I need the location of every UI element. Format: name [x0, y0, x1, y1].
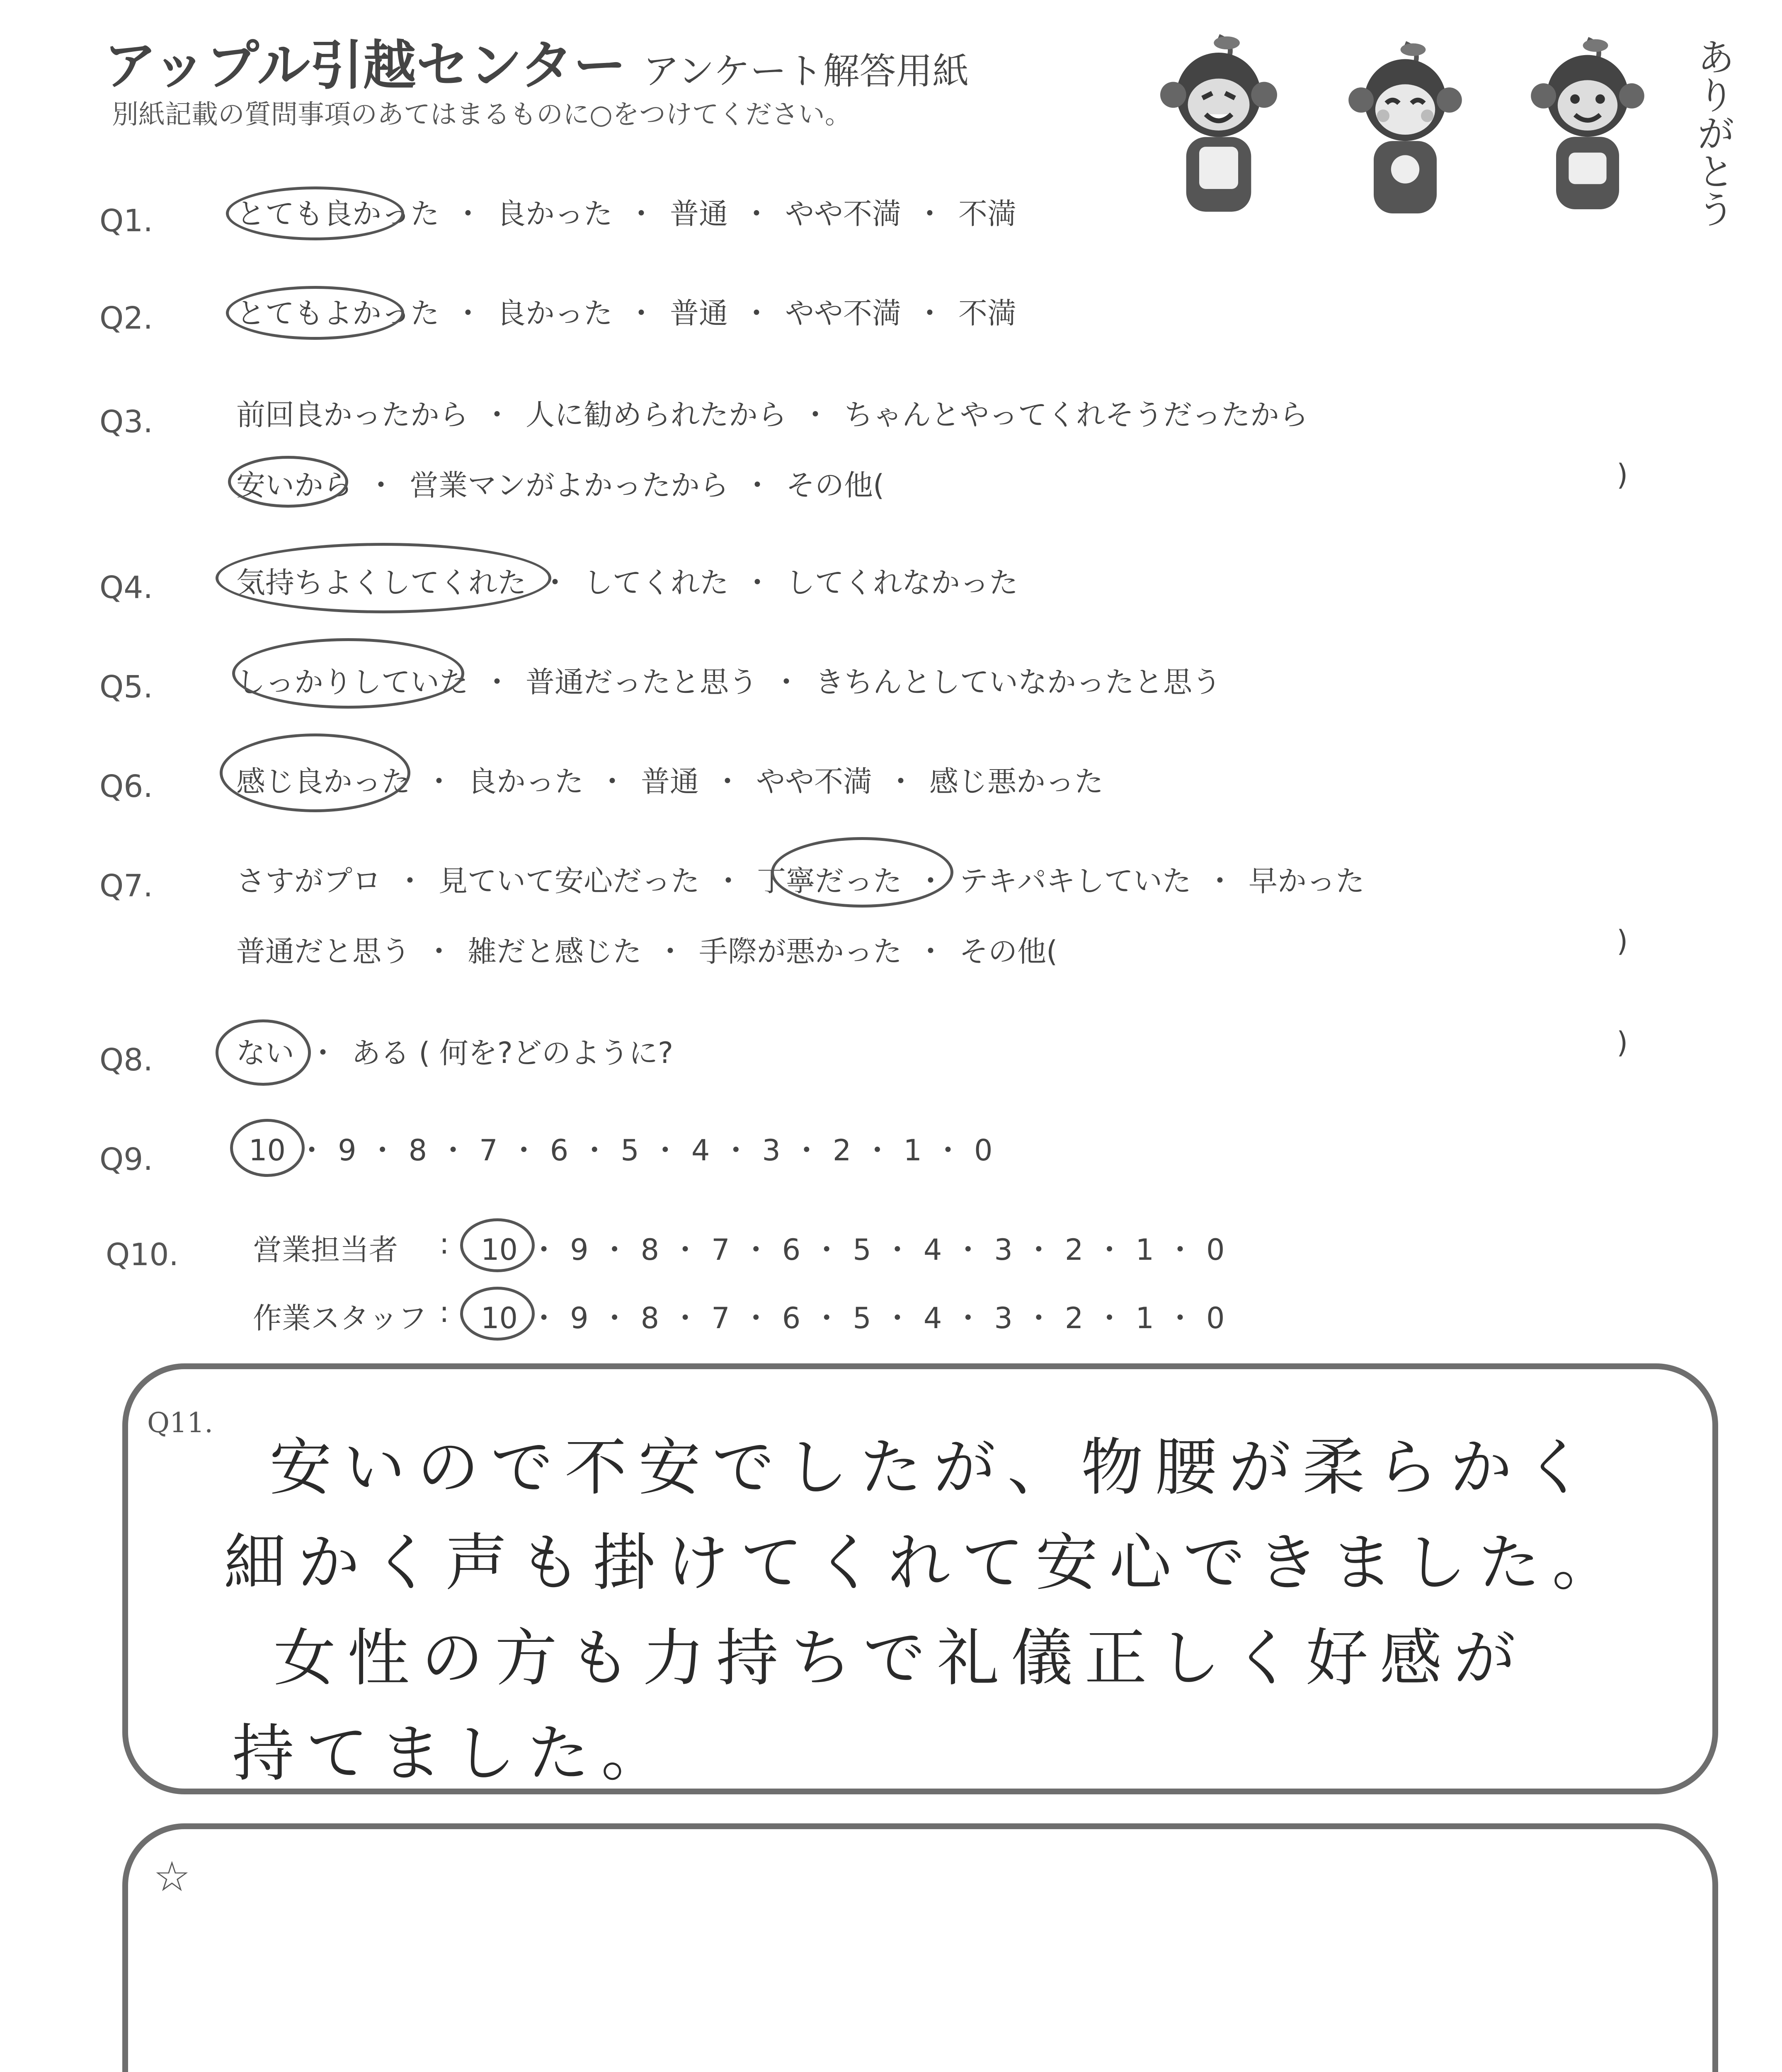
- scale-option[interactable]: 6: [782, 1233, 801, 1267]
- option[interactable]: きちんとしていなかったと思う: [815, 665, 1221, 699]
- form-subtitle: アンケート解答用紙: [642, 50, 969, 92]
- monkey-mascot-icon: [1509, 33, 1666, 228]
- option[interactable]: 良かった: [497, 296, 613, 330]
- q6-label: Q6.: [99, 769, 153, 804]
- scale-option[interactable]: 8: [640, 1233, 659, 1267]
- close-paren: ): [1617, 924, 1628, 958]
- q11-comment-line: 持てました。: [232, 1718, 675, 1790]
- option[interactable]: してくれた: [584, 566, 729, 600]
- selection-circle: [232, 638, 464, 709]
- scale-option[interactable]: 0: [1206, 1301, 1225, 1335]
- option[interactable]: ちゃんとやってくれそうだったから: [844, 398, 1308, 432]
- q7-label: Q7.: [99, 868, 153, 904]
- option[interactable]: 人に勧められたから: [526, 398, 787, 432]
- q10-sales-scale: 10 ・ 9 ・ 8 ・ 7 ・ 6 ・ 5 ・ 4 ・ 3 ・ 2 ・ 1 ・ 0: [481, 1233, 1225, 1267]
- option[interactable]: テキパキしていた: [959, 864, 1191, 898]
- q10-label: Q10.: [106, 1237, 179, 1273]
- q10-staff-scale: 10 ・ 9 ・ 8 ・ 7 ・ 6 ・ 5 ・ 4 ・ 3 ・ 2 ・ 1 ・ 0: [481, 1301, 1225, 1335]
- scale-option[interactable]: 9: [338, 1133, 356, 1167]
- option[interactable]: やや不満: [785, 296, 901, 330]
- option[interactable]: 普通だと思う: [236, 934, 410, 968]
- instruction-text: 別紙記載の質問事項のあてはまるものに○をつけてください。: [112, 99, 851, 130]
- option[interactable]: 安いから: [236, 468, 352, 502]
- selection-circle: [226, 186, 404, 240]
- option[interactable]: ある ( 何を?どのように?: [352, 1036, 674, 1070]
- option[interactable]: しっかりしていた: [236, 665, 468, 699]
- free-comment-box[interactable]: [122, 1823, 1718, 2072]
- q8-label: Q8.: [99, 1042, 153, 1078]
- scale-option[interactable]: 10: [481, 1233, 518, 1267]
- q11-comment-line: 細かく声も掛けてくれて安心できました。: [224, 1527, 1626, 1599]
- monkey-mascot-icon: [1136, 33, 1302, 228]
- option[interactable]: 普通: [641, 765, 699, 799]
- scale-option[interactable]: 4: [691, 1133, 710, 1167]
- scale-option[interactable]: 10: [249, 1133, 286, 1167]
- scale-option[interactable]: 1: [1135, 1301, 1154, 1335]
- q3-label: Q3.: [99, 404, 153, 440]
- q3-options-line1: 前回良かったから ・ 人に勧められたから ・ ちゃんとやってくれそうだったから: [236, 398, 1308, 432]
- selection-circle: [230, 1119, 305, 1177]
- selection-circle: [460, 1218, 535, 1272]
- colon: :: [439, 1295, 449, 1329]
- selection-circle: [771, 837, 953, 908]
- option[interactable]: さすがプロ: [236, 864, 381, 898]
- option[interactable]: 不満: [958, 296, 1016, 330]
- close-paren: ): [1617, 1026, 1628, 1060]
- scale-option[interactable]: 8: [640, 1301, 659, 1335]
- q7-options-line2: 普通だと思う ・ 雑だと感じた ・ 手際が悪かった ・ その他(: [236, 934, 1058, 968]
- selection-circle: [226, 286, 404, 340]
- option[interactable]: 早かった: [1249, 864, 1365, 898]
- option[interactable]: 手際が悪かった: [699, 934, 902, 968]
- option[interactable]: 感じ良かった: [236, 765, 410, 799]
- q3-options-line2: 安いから ・ 営業マンがよかったから ・ その他(: [236, 468, 885, 502]
- colon: :: [439, 1227, 449, 1261]
- q9-label: Q9.: [99, 1142, 153, 1177]
- scale-option[interactable]: 2: [832, 1133, 851, 1167]
- scale-option[interactable]: 2: [1064, 1301, 1084, 1335]
- option[interactable]: 普通: [670, 296, 728, 330]
- scale-option[interactable]: 3: [994, 1301, 1013, 1335]
- star-icon: ☆: [153, 1852, 191, 1901]
- mascot-caption: ありがとう: [1691, 37, 1735, 228]
- scale-option[interactable]: 3: [762, 1133, 781, 1167]
- monkey-mascot-icon: [1326, 37, 1484, 232]
- scale-option[interactable]: 5: [621, 1133, 639, 1167]
- scale-option[interactable]: 9: [570, 1233, 589, 1267]
- q11-comment-line: 安いので不安でしたが、物腰が柔らかく: [269, 1432, 1598, 1504]
- q1-options: とても良かった ・ 良かった ・ 普通 ・ やや不満 ・ 不満: [236, 197, 1016, 231]
- option[interactable]: 気持ちよくしてくれた: [236, 566, 526, 600]
- q2-label: Q2.: [99, 300, 153, 336]
- selection-circle: [216, 1019, 311, 1086]
- q11-label: Q11.: [147, 1407, 213, 1439]
- option[interactable]: とてもよかった: [236, 296, 439, 330]
- option[interactable]: その他(: [959, 934, 1058, 968]
- company-name: アップル引越センター: [104, 35, 626, 97]
- selection-circle: [216, 543, 551, 613]
- q10-staff-label: 作業スタッフ: [253, 1301, 427, 1335]
- scale-option[interactable]: 2: [1064, 1233, 1084, 1267]
- q5-label: Q5.: [99, 669, 153, 705]
- option[interactable]: してくれなかった: [786, 566, 1018, 600]
- selection-circle: [228, 456, 348, 508]
- option[interactable]: 良かった: [468, 765, 584, 799]
- scale-option[interactable]: 0: [1206, 1233, 1225, 1267]
- option[interactable]: とても良かった: [236, 197, 439, 231]
- scale-option[interactable]: 1: [903, 1133, 922, 1167]
- option[interactable]: 丁寧だった: [757, 864, 902, 898]
- scale-option[interactable]: 7: [711, 1233, 730, 1267]
- scale-option[interactable]: 4: [923, 1233, 942, 1267]
- option[interactable]: ない: [236, 1036, 294, 1070]
- option[interactable]: 普通だったと思う: [526, 665, 758, 699]
- option[interactable]: 感じ悪かった: [929, 765, 1103, 799]
- q8-options: ない ・ ある ( 何を?どのように?: [236, 1036, 674, 1070]
- q7-options-line1: さすがプロ ・ 見ていて安心だった ・ 丁寧だった ・ テキパキしていた ・ 早かった: [236, 864, 1365, 898]
- scale-option[interactable]: 3: [994, 1233, 1013, 1267]
- q6-options: 感じ良かった ・ 良かった ・ 普通 ・ やや不満 ・ 感じ悪かった: [236, 765, 1103, 799]
- scale-option[interactable]: 10: [481, 1301, 518, 1335]
- scale-option[interactable]: 7: [479, 1133, 498, 1167]
- q2-options: とてもよかった ・ 良かった ・ 普通 ・ やや不満 ・ 不満: [236, 296, 1016, 330]
- form-title: [104, 23, 969, 99]
- scale-option[interactable]: 0: [974, 1133, 993, 1167]
- option[interactable]: 見ていて安心だった: [439, 864, 700, 898]
- scale-option[interactable]: 6: [550, 1133, 569, 1167]
- scale-option[interactable]: 1: [1135, 1233, 1154, 1267]
- option[interactable]: 雑だと感じた: [468, 934, 642, 968]
- q5-options: しっかりしていた ・ 普通だったと思う ・ きちんとしていなかったと思う: [236, 665, 1221, 699]
- scale-option[interactable]: 8: [408, 1133, 427, 1167]
- q4-label: Q4.: [99, 570, 153, 605]
- option[interactable]: 不満: [958, 197, 1016, 231]
- scale-option[interactable]: 4: [923, 1301, 942, 1335]
- selection-circle: [220, 733, 410, 812]
- close-paren: ): [1617, 458, 1628, 492]
- option[interactable]: やや不満: [756, 765, 872, 799]
- q4-options: 気持ちよくしてくれた ・ してくれた ・ してくれなかった: [236, 566, 1018, 600]
- scale-option[interactable]: 5: [853, 1233, 871, 1267]
- scale-option[interactable]: 7: [711, 1301, 730, 1335]
- scale-option[interactable]: 5: [853, 1301, 871, 1335]
- scale-option[interactable]: 6: [782, 1301, 801, 1335]
- q11-comment-line: 女性の方も力持ちで礼儀正しく好感が: [274, 1622, 1527, 1694]
- q10-sales-label: 営業担当者: [253, 1233, 398, 1267]
- option[interactable]: 前回良かったから: [236, 398, 468, 432]
- option[interactable]: 普通: [670, 197, 728, 231]
- option[interactable]: 良かった: [497, 197, 613, 231]
- q9-scale: 10 ・ 9 ・ 8 ・ 7 ・ 6 ・ 5 ・ 4 ・ 3 ・ 2 ・ 1 ・ 0: [249, 1133, 993, 1167]
- option[interactable]: 営業マンがよかったから: [410, 468, 729, 502]
- scale-option[interactable]: 9: [570, 1301, 589, 1335]
- selection-circle: [460, 1287, 535, 1341]
- q1-label: Q1.: [99, 203, 153, 239]
- option[interactable]: やや不満: [785, 197, 901, 231]
- option[interactable]: その他(: [786, 468, 885, 502]
